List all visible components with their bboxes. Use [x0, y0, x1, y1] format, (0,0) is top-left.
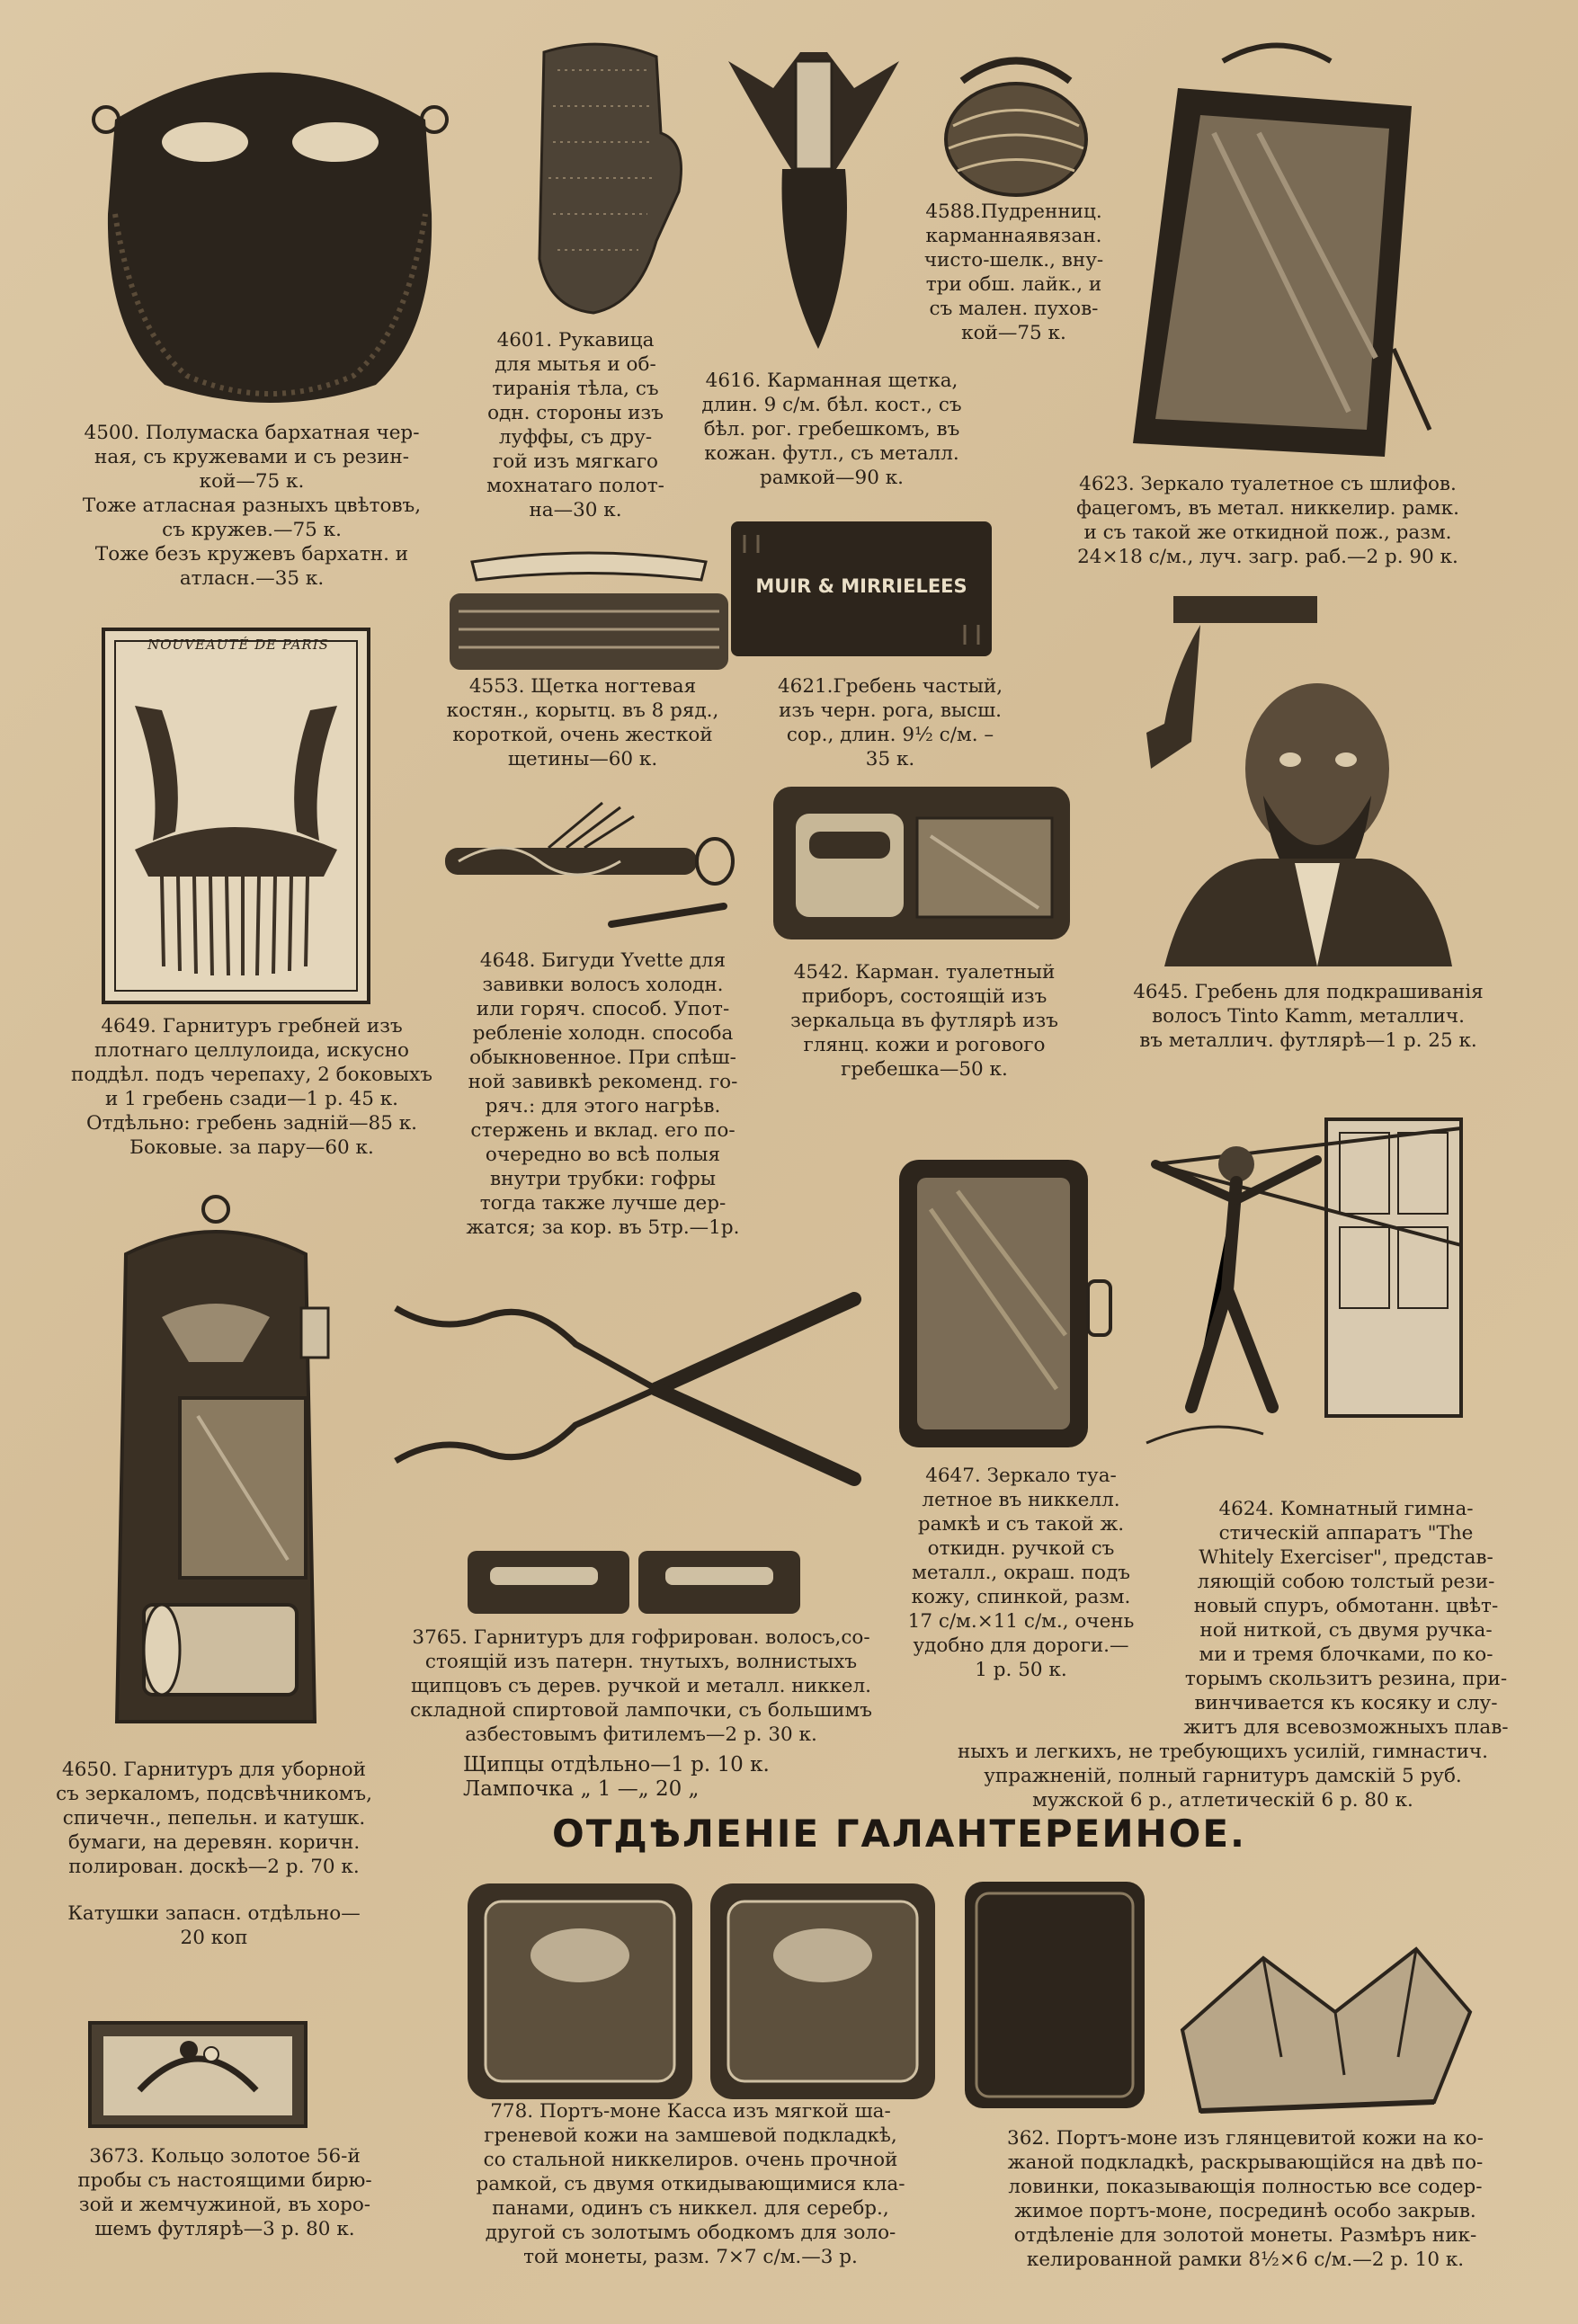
caption-4553 [430, 674, 736, 771]
caption-line: ная, съ кружевами и съ резин- [94, 446, 409, 468]
caption-line: мохнатаго полот- [486, 475, 664, 497]
caption-line: 4542. Карман. туалетный [793, 961, 1056, 984]
caption-line: сор., длин. 9½ с/м. – [786, 724, 994, 746]
caption-4588 [908, 200, 1119, 345]
travel-mirror-image [895, 1155, 1115, 1452]
toilet-set-case-image [769, 782, 1074, 944]
coin-purse-closed-image [960, 1877, 1149, 2113]
caption-line: или горяч. способ. Упот- [476, 998, 730, 1020]
caption-line: новый спуръ, обмотанн. цвѣт- [1193, 1595, 1499, 1617]
curling-tongs-image [387, 1281, 872, 1506]
caption-line: стоящій изъ патерн. тнутыхъ, волнистыхъ [424, 1651, 858, 1673]
caption-line: 4553. Щетка ногтевая [468, 675, 697, 698]
caption-line: 4648. Бигуди Yvette для [479, 949, 727, 972]
caption-line: для мытья и об- [495, 353, 656, 376]
coin-purse-compartments-image [1164, 1922, 1479, 2120]
caption-line: полирован. доскѣ—2 р. 70 к. [68, 1856, 360, 1878]
caption-line: кожан. футл., съ металл. [704, 442, 959, 465]
caption-line: тиранія тѣла, съ [492, 378, 659, 400]
caption-line: 4623. Зеркало туалетное съ шлифов. [1079, 473, 1457, 495]
caption-line: Щипцы отдѣльно—1 р. 10 к. [463, 1753, 770, 1776]
caption-4616 [683, 369, 980, 490]
caption-line: зеркальца въ футлярѣ изъ [790, 1010, 1058, 1032]
caption-line: мужской 6 р., атлетическій 6 р. 80 к. [1032, 1789, 1413, 1812]
ring-box-image [85, 2009, 310, 2131]
caption-line: 17 с/м.×11 с/м., очень [907, 1610, 1135, 1633]
caption-line: Катушки запасн. отдѣльно— [67, 1902, 361, 1925]
caption-line: летное въ никкелл. [922, 1489, 1120, 1511]
caption-4650-spare [34, 1901, 394, 1950]
caption-line: другой съ золотымъ ободкомъ для золо- [485, 2222, 896, 2244]
caption-line: ряч.: для этого нагрѣв. [485, 1095, 721, 1117]
caption-line: 24×18 с/м., луч. загр. раб.—2 р. 90 к. [1077, 546, 1458, 568]
caption-line: три обш. лайк., и [925, 273, 1102, 296]
caption-line: винчивается къ косяку и слу- [1194, 1692, 1498, 1714]
caption-line: 1 р. 50 к. [975, 1659, 1067, 1681]
caption-4624-cont [917, 1740, 1529, 1812]
bath-mitten-image [504, 34, 697, 322]
caption-line: ной завивкѣ рекоменд. го- [468, 1071, 738, 1093]
caption-4645 [1097, 980, 1520, 1053]
caption-line: бумаги, на деревян. коричн. [67, 1831, 361, 1854]
caption-line: гребешка—50 к. [841, 1058, 1008, 1081]
caption-line: поддѣл. подъ черепаху, 2 боковыхъ [71, 1064, 432, 1086]
caption-line: рамкой, съ двумя откидывающимися кла- [476, 2173, 905, 2195]
caption-line: короткой, очень жесткой [452, 724, 713, 746]
section-heading: ОТДѢЛЕНIЕ ГАЛАНТЕРЕИНОЕ. [552, 1812, 1246, 1856]
caption-3673 [36, 2144, 414, 2241]
caption-line: гой изъ мягкаго [493, 450, 658, 473]
caption-line: 4650. Гарнитуръ для уборной [62, 1759, 366, 1781]
caption-778 [430, 2099, 951, 2269]
caption-line: Отдѣльно: гребень задній—85 к. [85, 1112, 417, 1135]
vanity-mirror-image [1115, 34, 1439, 466]
caption-line: 35 к. [865, 748, 915, 770]
caption-line: 4649. Гарнитуръ гребней изъ [101, 1015, 403, 1037]
pocket-brush-image [719, 34, 908, 358]
caption-line: завивки волосъ холодн. [482, 974, 724, 996]
caption-line: 20 коп [180, 1927, 248, 1949]
caption-line: стержень и вклад. его по- [470, 1119, 736, 1142]
caption-line: ребленіе холодн. способа [472, 1022, 734, 1045]
caption-line: чисто-шелк., вну- [923, 249, 1104, 272]
caption-line: кой—75 к. [199, 470, 305, 493]
caption-4601 [468, 328, 683, 522]
caption-line: глянц. кожи и рогового [803, 1034, 1046, 1056]
half-mask-image [79, 34, 461, 412]
caption-line: 3765. Гарнитуръ для гофрирован. волосъ,со- [412, 1626, 870, 1649]
caption-line: съ кружев.—75 к. [162, 519, 342, 541]
caption-line: кожу, спинкой, разм. [911, 1586, 1131, 1608]
caption-line: 3673. Кольцо золотое 56-й [89, 2145, 361, 2168]
caption-line: жатся; за кор. въ 5тр.—1р. [466, 1216, 740, 1239]
exerciser-image [1137, 1110, 1497, 1461]
caption-line: упражненій, полный гарнитуръ дамскій 5 руб. [984, 1765, 1462, 1787]
caption-line: одн. стороны изъ [487, 402, 664, 424]
caption-3765-prices [463, 1753, 877, 1802]
caption-line: шемъ футлярѣ—3 р. 80 к. [94, 2218, 355, 2240]
comb-brand-label: MUIR & MIRRIELEES [755, 575, 967, 597]
caption-line: Тоже атласная разныхъ цвѣтовъ, [82, 494, 422, 517]
caption-line: кой—75 к. [961, 322, 1066, 344]
caption-line: зой и жемчужиной, въ хоро- [78, 2194, 371, 2216]
caption-line: и 1 гребень сзади—1 р. 45 к. [104, 1088, 399, 1110]
caption-line: жаной подкладкѣ, раскрывающійся на двѣ по- [1007, 2151, 1484, 2174]
caption-4648 [439, 948, 767, 1240]
caption-line: обыкновенное. При спѣш- [469, 1046, 736, 1069]
caption-line: волосъ Tinto Kamm, металлич. [1152, 1005, 1465, 1028]
caption-line: азбестовымъ фитилемъ—2 р. 30 к. [465, 1723, 817, 1746]
comb-box-label: NOUVEAUTÉ DE PARIS [147, 637, 329, 653]
caption-line: атласн.—35 к. [179, 567, 325, 590]
comb-set-box-image [99, 625, 373, 1007]
caption-line: Тоже безъ кружевъ бархатн. и [94, 543, 409, 565]
caption-line: жимое портъ-моне, посрединѣ особо закрыв. [1014, 2200, 1476, 2222]
caption-line: луффы, съ дру- [498, 426, 653, 449]
caption-4500 [36, 421, 468, 591]
caption-362 [949, 2126, 1542, 2272]
caption-line: житъ для всевозможныхъ плав- [1183, 1716, 1509, 1739]
caption-line: ловинки, показывающія полностью все содер- [1008, 2176, 1483, 2198]
caption-line: 4645. Гребень для подкрашиванія [1133, 981, 1484, 1003]
caption-line: плотнаго целлулоида, искусно [94, 1039, 409, 1062]
powder-pouch-image [935, 40, 1097, 198]
caption-line: длин. 9 с/м. бѣл. кост., съ [701, 394, 962, 416]
caption-line: металл., окраш. подъ [912, 1562, 1130, 1584]
toilet-board-set-image [90, 1191, 342, 1740]
caption-4621 [760, 674, 1021, 771]
caption-line: ной ниткой, съ двумя ручка- [1199, 1619, 1493, 1642]
caption-line: щипцовъ съ дерев. ручкой и металл. никкел. [410, 1675, 872, 1697]
caption-line: удобно для дороги.— [913, 1634, 1129, 1657]
caption-line: внутри трубки: гофры [490, 1168, 716, 1190]
caption-line: съ зеркаломъ, подсвѣчникомъ, [56, 1783, 372, 1805]
caption-line: изъ черн. рога, высш. [779, 699, 1002, 722]
caption-4650 [34, 1758, 394, 1879]
caption-line: 4601. Рукавица [496, 329, 655, 352]
caption-line: 4616. Карманная щетка, [705, 370, 958, 392]
caption-line: въ металлич. футлярѣ—1 р. 25 к. [1139, 1029, 1477, 1052]
caption-line: греневой кожи на замшевой подкладкѣ, [484, 2124, 897, 2147]
caption-line: Whitely Exerciser", представ- [1199, 1546, 1493, 1569]
caption-line: со стальной никкелиров. очень прочной [483, 2149, 898, 2171]
caption-4624 [1162, 1497, 1530, 1740]
caption-line: торымъ скользитъ резина, при- [1184, 1668, 1508, 1690]
caption-line: откидн. ручкой съ [927, 1537, 1115, 1560]
caption-3765 [376, 1625, 906, 1747]
spirit-lamp-image [463, 1542, 814, 1618]
caption-line: 4647. Зеркало туа- [925, 1465, 1117, 1487]
caption-line: съ мален. пухов- [929, 298, 1099, 320]
caption-4647 [897, 1464, 1145, 1682]
caption-line: 4621.Гребень частый, [777, 675, 1003, 698]
caption-line: Лампочка „ 1 —„ 20 „ [463, 1777, 700, 1801]
caption-4649 [40, 1014, 463, 1160]
caption-line: и съ такой же откидной пож., разм. [1083, 521, 1452, 544]
caption-line: пробы съ настоящими бирю- [77, 2169, 372, 2192]
caption-line: очередно во всѣ полыя [485, 1144, 721, 1166]
caption-line: 778. Портъ-моне Касса изъ мягкой ша- [490, 2100, 891, 2123]
caption-line: отдѣленіе для золотой монеты. Размѣръ ник- [1013, 2224, 1477, 2247]
caption-line: на—30 к. [529, 499, 622, 521]
caption-line: стическій аппаратъ "The [1218, 1522, 1474, 1545]
caption-line: келированной рамки 8½×6 с/м.—2 р. 10 к. [1026, 2248, 1465, 2271]
caption-line: 362. Портъ-моне изъ глянцевитой кожи на ко- [1007, 2127, 1484, 2150]
caption-4623 [1043, 472, 1493, 569]
caption-line: 4624. Комнатный гимна- [1218, 1498, 1474, 1520]
caption-line: рамкой—90 к. [760, 467, 904, 489]
man-with-comb-image [1137, 589, 1457, 971]
caption-line: панами, одинъ съ никкел. для серебр., [492, 2197, 889, 2220]
caption-line: 4500. Полумаска бархатная чер- [84, 422, 420, 444]
caption-line: бѣл. рог. гребешкомъ, въ [703, 418, 960, 441]
caption-line: 4588.Пудренниц. [925, 200, 1102, 223]
caption-line: костян., корытц. въ 8 ряд., [446, 699, 719, 722]
curlers-image [441, 798, 737, 947]
caption-line: Боковые. за пару—60 к. [129, 1136, 374, 1159]
caption-line: фацегомъ, въ метал. никкелир. рамк. [1076, 497, 1459, 520]
caption-line: приборъ, состоящій изъ [801, 985, 1048, 1008]
coin-purse-open-image [463, 1874, 940, 2104]
caption-line: рамкѣ и съ такой ж. [917, 1513, 1125, 1536]
caption-line: щетины—60 к. [507, 748, 658, 770]
caption-line: ми и тремя блочками, по ко- [1199, 1643, 1493, 1666]
caption-line: ляющій собою толстый рези- [1197, 1571, 1495, 1593]
caption-4542 [762, 960, 1086, 1082]
caption-line: той монеты, разм. 7×7 с/м.—3 р. [523, 2246, 858, 2268]
caption-line: ныхъ и легкихъ, не требующихъ усилій, гимнастич. [957, 1741, 1488, 1763]
caption-line: карманнаявязан. [925, 225, 1102, 247]
caption-line: складной спиртовой лампочки, съ большимъ [410, 1699, 872, 1722]
nail-brush-image [445, 544, 733, 674]
caption-line: спичечн., пепельн. и катушк. [62, 1807, 366, 1830]
caption-line: тогда также лучше дер- [479, 1192, 727, 1215]
